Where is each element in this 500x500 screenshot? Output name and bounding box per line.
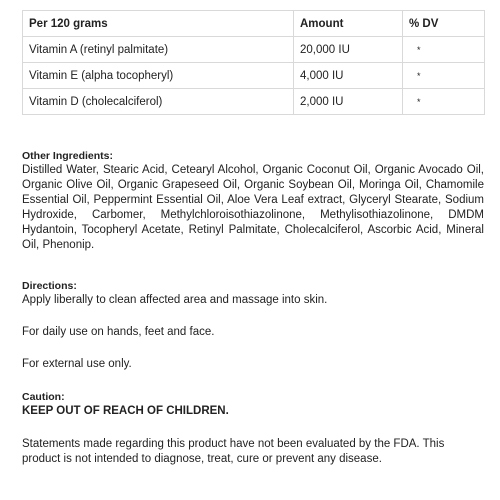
nutrient-dv: * (403, 89, 485, 115)
caution-label: Caution: (22, 391, 65, 403)
nutrient-name: Vitamin A (retinyl palmitate) (23, 37, 294, 63)
column-header-dv: % DV (403, 11, 485, 37)
caution-section (22, 390, 484, 419)
supplement-facts-table (22, 10, 485, 115)
caution-text: KEEP OUT OF REACH OF CHILDREN. (22, 405, 229, 417)
directions-line-apply: Apply liberally to clean affected area and massage into skin. (22, 294, 328, 306)
nutrient-amount: 2,000 IU (294, 89, 403, 115)
directions-line-external-use: For external use only. (22, 358, 132, 370)
other-ingredients-label: Other Ingredients: (22, 150, 114, 162)
directions-line-daily-use: For daily use on hands, feet and face. (22, 326, 215, 338)
nutrient-dv: * (403, 63, 485, 89)
other-ingredients-text: Distilled Water, Stearic Acid, Cetearyl Alcohol, Organic Coconut Oil, Organic Avocado Oil, Organic Olive Oil, Organic Grapeseed Oil, Organic Soybean Oil, Moringa Oil, Chamomile Essential Oil, Peppermint Essential Oil, Aloe Vera Leaf extract, Glyceryl Stearate, Sodium Hydroxide, Carbomer, Methylchloroisothiazolinone, Methylisothiazolinone, DMDM Hydantoin, Tocopheryl Acetate, Retinyl Palmitate, Cholecalciferol, Ascorbic Acid, Mineral Oil, Phenonip. (22, 164, 484, 251)
nutrient-dv: * (403, 37, 485, 63)
table-header-row (23, 11, 485, 37)
fda-disclaimer (22, 437, 484, 467)
nutrient-amount: 20,000 IU (294, 37, 403, 63)
nutrient-name: Vitamin E (alpha tocopheryl) (23, 63, 294, 89)
directions-section (22, 279, 484, 372)
column-header-amount: Amount (294, 11, 403, 37)
other-ingredients-section (22, 149, 484, 253)
nutrient-amount: 4,000 IU (294, 63, 403, 89)
table-row (23, 89, 485, 115)
column-header-serving: Per 120 grams (23, 11, 294, 37)
product-info (22, 10, 484, 467)
table-row (23, 37, 485, 63)
directions-label: Directions: (22, 280, 77, 292)
fda-disclaimer-text: Statements made regarding this product have not been evaluated by the FDA. This product is not intended to diagnose, treat, cure or prevent any disease. (22, 438, 445, 465)
table-row (23, 63, 485, 89)
nutrient-name: Vitamin D (cholecalciferol) (23, 89, 294, 115)
